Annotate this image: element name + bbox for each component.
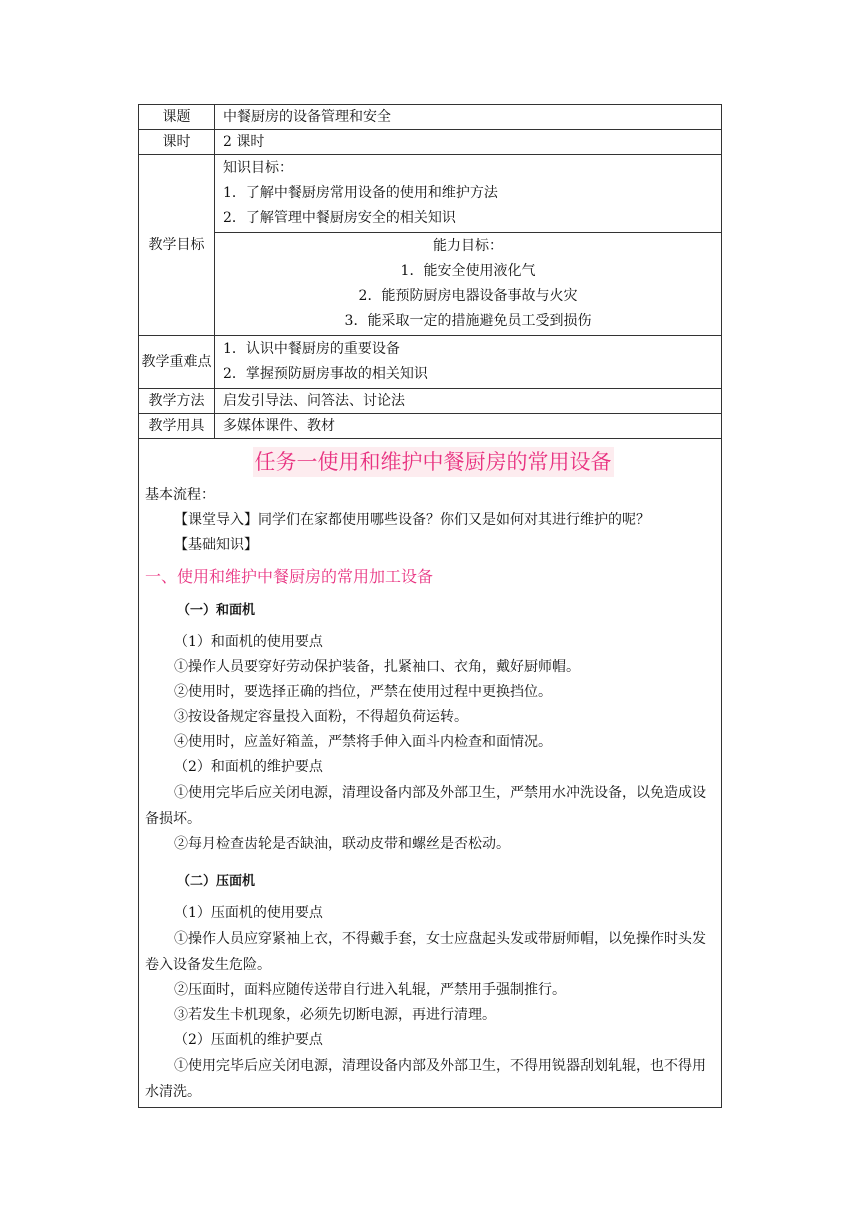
point-title: （1）和面机的使用要点: [174, 634, 323, 650]
row-label-hours: 课时: [139, 130, 215, 155]
key-point-item: 2．掌握预防厨房事故的相关知识: [223, 366, 428, 382]
row-label-tools: 教学用具: [139, 414, 215, 439]
row-value-topic: 中餐厨房的设备管理和安全: [215, 105, 722, 130]
row-label-topic: 课题: [139, 105, 215, 130]
key-points-cell: [215, 336, 722, 389]
knowledge-objective-item: 1．了解中餐厨房常用设备的使用和维护方法: [223, 185, 498, 201]
row-label-methods: 教学方法: [139, 389, 215, 414]
basics-label: 【基础知识】: [174, 537, 258, 553]
ability-objective-item: 2．能预防厨房电器设备事故与火灾: [358, 288, 578, 304]
task-title: 任务一使用和维护中餐厨房的常用设备: [253, 447, 614, 477]
table-row: [139, 130, 721, 155]
lesson-plan-sheet: [138, 104, 722, 1108]
lesson-content: [139, 447, 721, 1105]
table-row: [139, 233, 721, 336]
row-label-key-points: 教学重难点: [139, 336, 215, 389]
flow-label: 基本流程：: [145, 487, 215, 503]
table-row: [139, 155, 721, 233]
knowledge-objectives-title: 知识目标：: [223, 160, 293, 176]
point-title: （1）压面机的使用要点: [174, 905, 323, 921]
list-item: ③按设备规定容量投入面粉，不得超负荷运转。: [174, 709, 468, 725]
list-item: ①使用完毕后应关闭电源，清理设备内部及外部卫生，严禁用水冲洗设备，以免造成设备损坏。: [145, 785, 706, 827]
table-row: [139, 336, 721, 389]
table-row: [139, 414, 721, 439]
table-row: [139, 389, 721, 414]
ability-objective-item: 3．能采取一定的措施避免员工受到损伤: [344, 313, 592, 329]
list-item: ②压面时，面料应随传送带自行进入轧辊，严禁用手强制推行。: [174, 982, 566, 998]
list-item: ①操作人员应穿紧袖上衣，不得戴手套，女士应盘起头发或带厨师帽，以免操作时头发卷入设备发生危险。: [145, 931, 706, 973]
ability-objectives-title: 能力目标：: [433, 238, 503, 254]
lesson-meta-table: [139, 105, 721, 439]
knowledge-objectives-cell: [215, 155, 722, 233]
table-row: [139, 105, 721, 130]
knowledge-objective-item: 2．了解管理中餐厨房安全的相关知识: [223, 210, 456, 226]
list-item: ②每月检查齿轮是否缺油，联动皮带和螺丝是否松动。: [174, 836, 510, 852]
point-title: （2）压面机的维护要点: [174, 1032, 323, 1048]
list-item: ①使用完毕后应关闭电源，清理设备内部及外部卫生，不得用锐器刮划轧辊，也不得用水清洗。: [145, 1058, 706, 1100]
list-item: ③若发生卡机现象，必须先切断电源，再进行清理。: [174, 1007, 496, 1023]
row-value-tools: 多媒体课件、教材: [215, 414, 722, 439]
list-item: ②使用时，要选择正确的挡位，严禁在使用过程中更换挡位。: [174, 684, 552, 700]
row-label-objectives: 教学目标: [139, 155, 215, 336]
ability-objectives-cell: [215, 233, 722, 336]
row-value-methods: 启发引导法、问答法、讨论法: [215, 389, 722, 414]
row-value-hours: 2 课时: [215, 130, 722, 155]
list-item: ①操作人员要穿好劳动保护装备，扎紧袖口、衣角，戴好厨师帽。: [174, 659, 580, 675]
list-item: ④使用时，应盖好箱盖，严禁将手伸入面斗内检查和面情况。: [174, 734, 552, 750]
subsection-heading: （二）压面机: [177, 874, 256, 889]
class-intro: 【课堂导入】同学们在家都使用哪些设备？你们又是如何对其进行维护的呢？: [174, 512, 650, 528]
point-title: （2）和面机的维护要点: [174, 759, 323, 775]
subsection-heading: （一）和面机: [177, 603, 256, 618]
ability-objective-item: 1．能安全使用液化气: [400, 263, 536, 279]
section-heading: 一、使用和维护中餐厨房的常用加工设备: [145, 567, 434, 586]
key-point-item: 1．认识中餐厨房的重要设备: [223, 341, 400, 357]
